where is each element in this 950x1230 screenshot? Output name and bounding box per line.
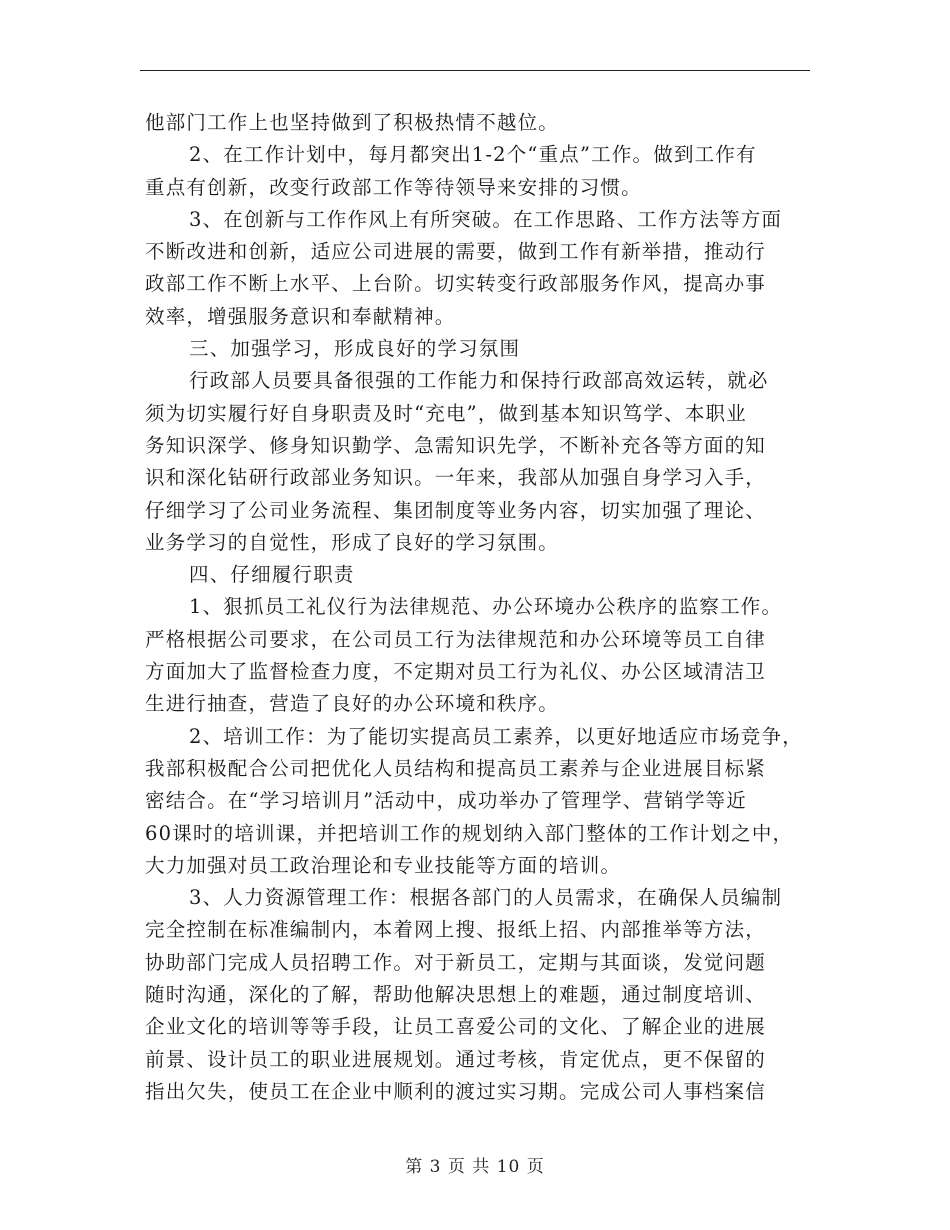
- text-line: 生进行抽查，营造了良好的办公环境和秩序。: [145, 692, 560, 716]
- header-rule: [140, 70, 810, 71]
- text-line: 完全控制在标准编制内，本着网上搜、报纸上招、内部推举等方法，: [145, 918, 767, 942]
- text-line: 业务学习的自觉性，形成了良好的学习氛围。: [145, 530, 560, 554]
- section-heading: 四、仔细履行职责: [189, 563, 355, 587]
- text-line: 效率，增强服务意识和奉献精神。: [145, 304, 456, 328]
- section-heading: 三、加强学习，形成良好的学习氛围: [189, 337, 521, 361]
- text-line: 2、培训工作：为了能切实提高员工素养，以更好地适应市场竞争，: [189, 724, 803, 748]
- text-line: 方面加大了监督检查力度，不定期对员工行为礼仪、办公区域清洁卫: [145, 660, 767, 684]
- text-line: 企业文化的培训等等手段，让员工喜爱公司的文化、了解企业的进展: [145, 1015, 767, 1039]
- text-line: 指出欠失，使员工在企业中顺利的渡过实习期。完成公司人事档案信: [145, 1079, 767, 1103]
- text-line: 随时沟通，深化的了解，帮助他解决思想上的难题，通过制度培训、: [145, 983, 767, 1007]
- document-body: [145, 107, 815, 1108]
- text-line: 协助部门完成人员招聘工作。对于新员工，定期与其面谈，发觉问题: [145, 950, 767, 974]
- text-line: 识和深化钻研行政部业务知识。一年来，我部从加强自身学习入手，: [145, 466, 767, 490]
- text-line: 仔细学习了公司业务流程、集团制度等业务内容，切实加强了理论、: [145, 498, 767, 522]
- text-line: 密结合。在“学习培训月”活动中，成功举办了管理学、营销学等近: [145, 789, 747, 813]
- page-number: 第 3 页 共 10 页: [405, 1157, 545, 1177]
- text-line: 行政部人员要具备很强的工作能力和保持行政部高效运转，就必: [189, 369, 769, 393]
- text-line: 3、在创新与工作作风上有所突破。在工作思路、工作方法等方面: [189, 207, 783, 231]
- text-line: 我部积极配合公司把优化人员结构和提高员工素养与企业进展目标紧: [145, 756, 767, 780]
- text-line: 前景、设计员工的职业进展规划。通过考核，肯定优点，更不保留的: [145, 1047, 767, 1071]
- text-line: 务知识深学、修身知识勤学、急需知识先学，不断补充各等方面的知: [145, 433, 767, 457]
- text-line: 严格根据公司要求，在公司员工行为法律规范和办公环境等员工自律: [145, 627, 767, 651]
- text-line: 1、狠抓员工礼仪行为法律规范、办公环境办公秩序的监察工作。: [189, 595, 783, 619]
- text-line: 2、在工作计划中，每月都突出1-2个“重点”工作。做到工作有: [189, 143, 757, 167]
- text-line: 3、人力资源管理工作：根据各部门的人员需求，在确保人员编制: [189, 886, 783, 910]
- text-line: 政部工作不断上水平、上台阶。切实转变行政部服务作风，提高办事: [145, 272, 767, 296]
- text-line: 不断改进和创新，适应公司进展的需要，做到工作有新举措，推动行: [145, 240, 767, 264]
- text-line: 须为切实履行好自身职责及时“充电”，做到基本知识笃学、本职业: [145, 401, 747, 425]
- text-line: 重点有创新，改变行政部工作等待领导来安排的习惯。: [145, 175, 642, 199]
- text-line: 大力加强对员工政治理论和专业技能等方面的培训。: [145, 853, 622, 877]
- text-line: 他部门工作上也坚持做到了积极热情不越位。: [145, 111, 560, 134]
- text-line: 60课时的培训课，并把培训工作的规划纳入部门整体的工作计划之中，: [145, 821, 794, 845]
